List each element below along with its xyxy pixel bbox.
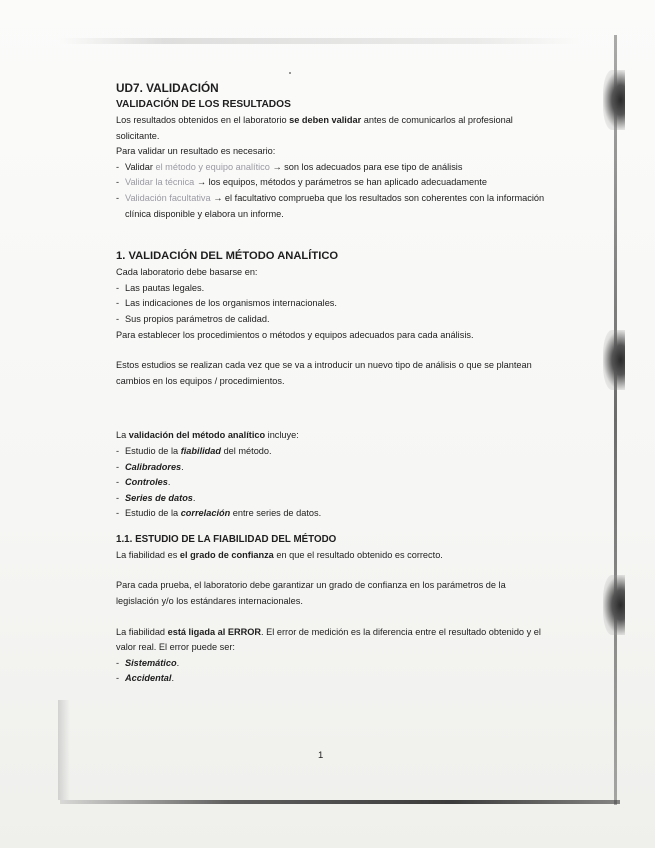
includes-lead — [116, 428, 546, 444]
spacer — [116, 389, 546, 413]
item-light-text: Validación facultativa — [125, 192, 211, 203]
basis-list — [116, 281, 546, 328]
list-item: - Las pautas legales. — [116, 281, 546, 297]
text: del método. — [221, 445, 272, 456]
list-item — [116, 506, 546, 522]
list-item: - Sus propios parámetros de calidad. — [116, 312, 546, 328]
emphasis: está ligada al ERROR — [167, 626, 262, 637]
emphasis: Sistemático — [125, 657, 177, 668]
intro-text: Los resultados obtenidos en el laboratorio — [116, 115, 290, 125]
intro-text: antes de comunicarlos al profesional solicitante. — [116, 115, 513, 141]
intro-emphasis: se deben validar — [289, 115, 362, 125]
subsection-paragraph — [116, 625, 546, 656]
list-item — [116, 160, 546, 176]
text: Estudio de la — [125, 508, 181, 519]
binder-hole-shadow — [603, 70, 625, 130]
section-heading: 1. VALIDACIÓN DEL MÉTODO ANALÍTICO — [116, 250, 339, 263]
binder-hole-shadow — [603, 575, 625, 635]
list-item — [116, 191, 546, 222]
text: . — [192, 492, 196, 503]
text: entre series de datos. — [230, 508, 322, 519]
list-item — [116, 175, 546, 191]
list-item — [116, 460, 546, 476]
emphasis: Calibradores — [125, 461, 182, 472]
text: . — [181, 461, 184, 472]
top-scan-shadow — [60, 38, 580, 44]
bottom-page-edge — [60, 800, 620, 804]
text: . — [167, 477, 171, 488]
spacer — [116, 413, 546, 428]
text: La — [116, 430, 129, 441]
intro-paragraph — [116, 113, 546, 144]
scan-speck — [289, 72, 291, 74]
emphasis: Series de datos — [125, 492, 193, 503]
text: Estudio de la — [125, 445, 181, 456]
item-text: → son los adecuados para ese tipo de análisis — [269, 161, 463, 172]
intro-lead: Para validar un resultado es necesario: — [116, 146, 276, 157]
emphasis: Controles — [125, 477, 168, 488]
subsection-paragraph: Para cada prueba, el laboratorio debe garantizar un grado de confianza en los parámetros de la legislación y/o los estándares internacionales. — [116, 580, 506, 607]
includes-list — [116, 444, 546, 522]
emphasis: fiabilidad — [180, 445, 222, 456]
item-light-text: Validar la técnica — [125, 177, 195, 188]
emphasis: correlación — [180, 508, 231, 519]
emphasis: validación del método analítico — [128, 430, 266, 441]
item-label: Validar — [125, 161, 153, 172]
spacer — [116, 610, 546, 625]
document-body — [116, 80, 546, 687]
subsection-paragraph — [116, 548, 546, 564]
text: . El error de medición es la diferencia entre el resultado obtenido y el valor real. El error puede ser: — [116, 626, 541, 653]
text: La fiabilidad — [116, 626, 168, 637]
list-item — [116, 491, 546, 507]
page-number: 1 — [318, 750, 324, 761]
list-item — [116, 444, 546, 460]
document-title: UD7. VALIDACIÓN — [116, 81, 219, 95]
binder-hole-shadow — [603, 330, 625, 390]
emphasis: Accidental — [125, 673, 172, 684]
validation-types-list — [116, 160, 546, 222]
section-paragraph: Para establecer los procedimientos o métodos y equipos adecuados para cada análisis. — [116, 329, 474, 340]
left-fold-shadow — [58, 700, 70, 800]
list-item: - Accidental. — [116, 671, 546, 687]
text: La fiabilidad es — [116, 549, 180, 560]
item-text: → el facultativo comprueba que los resultados son coherentes con la información clínica disponible y elabora un informe. — [125, 192, 545, 219]
emphasis: el grado de confianza — [179, 549, 274, 560]
list-item: - Las indicaciones de los organismos internacionales. — [116, 296, 546, 312]
item-light-text: el método y equipo analítico — [152, 161, 270, 172]
section-paragraph: Estos estudios se realizan cada vez que se va a introducir un nuevo tipo de análisis o que se plantean cambios en los equipos / procedimientos. — [116, 360, 532, 386]
error-types-list — [116, 656, 546, 687]
list-item — [116, 475, 546, 491]
subsection-heading: 1.1. ESTUDIO DE LA FIABILIDAD DEL MÉTODO — [116, 533, 337, 545]
section-lead: Cada laboratorio debe basarse en: — [116, 267, 258, 278]
spacer — [116, 563, 546, 578]
document-subtitle: VALIDACIÓN DE LOS RESULTADOS — [116, 99, 291, 110]
text: en que el resultado obtenido es correcto. — [273, 549, 443, 560]
list-item: - Sistemático. — [116, 656, 546, 672]
item-text: → los equipos, métodos y parámetros se han aplicado adecuadamente — [194, 177, 487, 188]
spacer — [116, 343, 546, 358]
right-page-edge — [614, 35, 617, 805]
text: incluye: — [265, 430, 299, 441]
